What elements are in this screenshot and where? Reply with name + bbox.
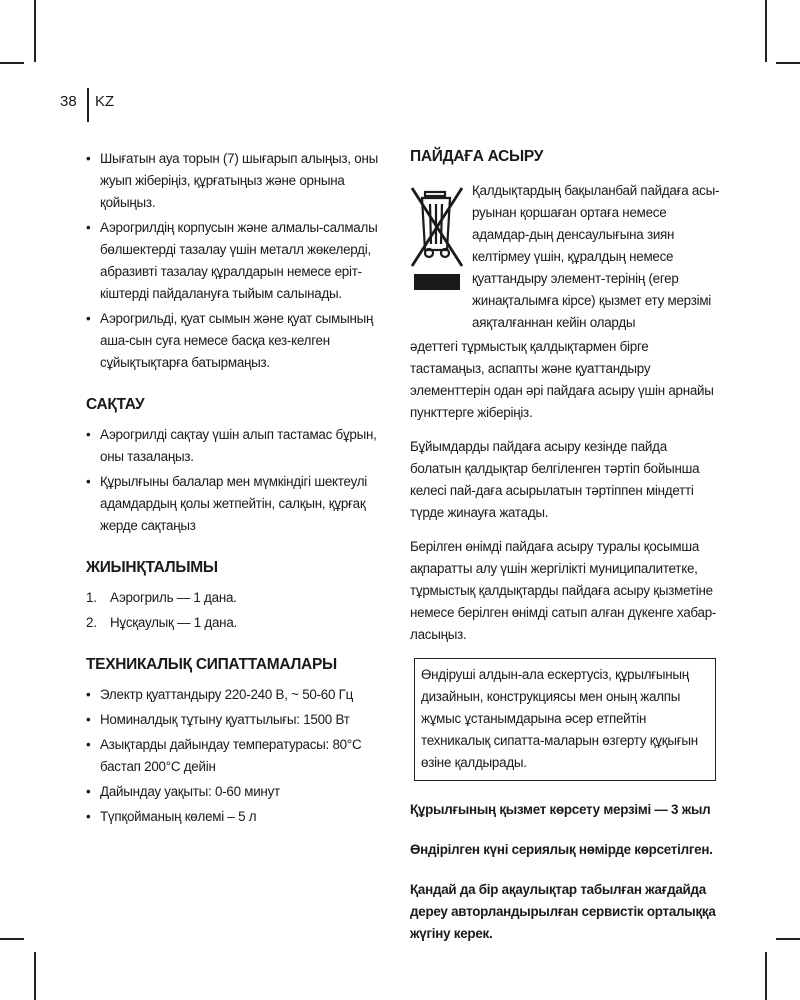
list-item: • Түпқойманың көлемі – 5 л [86,806,391,828]
crop-mark [34,0,36,62]
recycling-paragraph: Бұйымдарды пайдаға асыру кезінде пайда болатын қалдықтар белгіленген тәртіп бойынша келесі пай-даға асырылатын тәртіппен міндетті түрде жинауға жатады. [410,439,700,520]
list-item: • Электр қуаттандыру 220-240 В, ~ 50-60 Гц [86,684,391,706]
service-life: Құрылғының қызмет көрсету мерзімі — 3 жыл [410,802,711,817]
cleaning-list [86,148,391,374]
list-item [86,587,391,609]
crop-mark [765,952,767,1000]
list-item [86,612,391,634]
list-item: • Аэрогрилдің корпусын және алмалы-салмалы бөлшектерді тазалау үшін металл жөкелерді, абразивті тазалау құралдарын немесе еріт-кіштерді пайдалануға тыйым салынады. [86,217,391,305]
manufacturer-notice-box [414,658,716,781]
header-divider [87,88,89,122]
left-column [86,146,391,831]
package-list [86,587,391,634]
crop-mark [0,62,24,64]
crop-mark [776,62,800,64]
production-date: Өндірілген күні сериялық нөмірде көрсетілген. [410,842,713,857]
crop-mark [34,952,36,1000]
list-text: Нұсқаулық — 1 дана. [110,615,237,630]
language-code: KZ [95,93,115,110]
crop-mark [0,938,24,940]
recycling-text: Қалдықтардың бақыланбай пайдаға асы-руынан қоршаған ортаға немесе адамдар-дың денсаулығына зиян келтірмеу үшін, құралдың немесе қуаттандыру элемент-терінің (егер жинақталымға кірсе) қызмет ету мерзімі аяқталғаннан кейін оларды [472,183,720,330]
list-item: • Шығатын ауа торын (7) шығарып алыңыз, оны жуып жіберіңіз, құрғатыңыз және орнына қойыңыз. [86,148,391,214]
section-heading-recycling: ПАЙДАҒА АСЫРУ [410,148,544,165]
recycling-text-continued: әдеттегі тұрмыстық қалдықтармен бірге тастамаңыз, аспапты және қуаттандыру элементтерін одан әрі пайдаға асыру үшін арнайы пункттерге жіберіңіз. [410,339,714,420]
crop-mark [776,938,800,940]
list-text: Аэрогриль — 1 дана. [110,590,237,605]
list-item: • Дайындау уақыты: 0-60 минут [86,781,391,803]
recycling-paragraph: Берілген өнімді пайдаға асыру туралы қосымша ақпаратты алу үшін жергілікті муниципалитетке, тұрмыстық қалдықтарды пайдаға асыру қызметіне немесе берілген өнімді сатып алған дүкенге хабар-ласыңыз. [410,539,717,642]
page-number: 38 [60,93,77,110]
list-number: 1. [86,590,97,605]
list-item: • Азықтарды дайындау температурасы: 80°C бастап 200°C дейін [86,734,391,778]
list-item: • Аэрогрильді, қуат сымын және қуат сымының аша-сын суға немесе басқа кез-келген сұйықтықтарға батырмаңыз. [86,308,391,374]
list-number: 2. [86,615,97,630]
recycling-block [410,180,720,336]
crossed-out-wheelie-bin-icon [410,182,464,294]
storage-list [86,424,391,537]
section-heading-storage: САҚТАУ [86,396,145,413]
right-column [410,146,720,963]
list-item: • Аэрогрилді сақтау үшін алып тастамас бұрын, оны тазалаңыз. [86,424,391,468]
section-heading-package: ЖИЫНҚТАЛЫМЫ [86,559,218,576]
list-item: • Құрылғыны балалар мен мүмкіндігі шектеулі адамдардың қолы жетпейтін, салқын, құрғақ жерде сақтаңыз [86,471,391,537]
manufacturer-notice: Өндіруші алдын-ала ескертусіз, құрылғының дизайнын, конструкциясы мен оның жалпы жұмыс ұстанымдарына әсер етпейтін техникалық сипатта-маларын өзгерту құқығын өзіне қалдырады. [421,667,698,770]
crop-mark [765,0,767,62]
section-heading-specs: ТЕХНИКАЛЫҚ СИПАТТАМАЛАРЫ [86,656,337,673]
list-item: • Номиналдық тұтыну қуаттылығы: 1500 Вт [86,709,391,731]
specs-list [86,684,391,828]
defects-notice: Қандай да бір ақаулықтар табылған жағдайда дереу авторландырылған сервистік орталыққа жүгіну керек. [410,882,716,941]
